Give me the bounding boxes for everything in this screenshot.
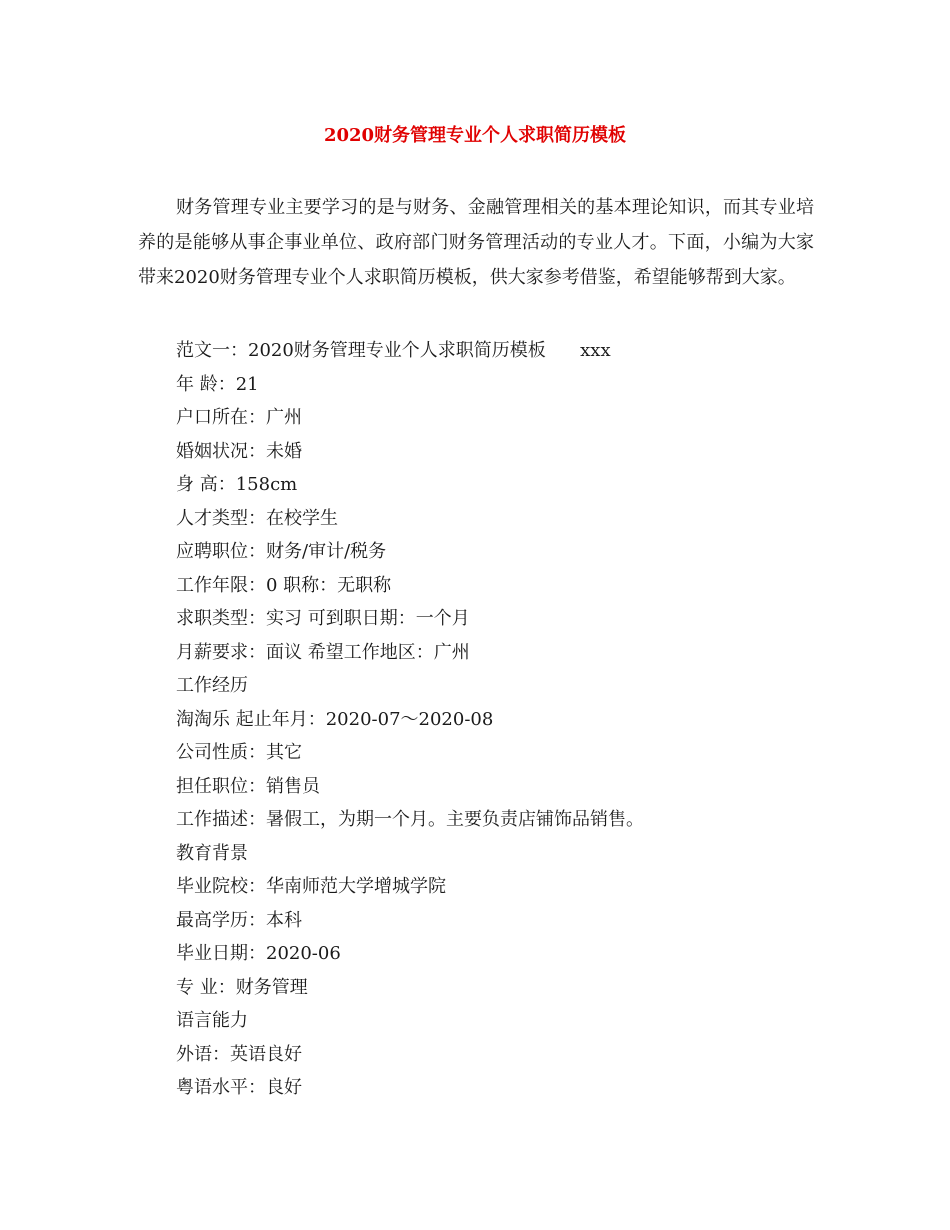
document-title: 2020财务管理专业个人求职简历模板: [323, 125, 627, 146]
resume-line: 最高学历：本科: [176, 909, 302, 931]
resume-line: 工作年限：0 职称：无职称: [176, 574, 392, 596]
resume-line: 身 高：158cm: [176, 474, 298, 495]
intro-paragraph: 财务管理专业主要学习的是与财务、金融管理相关的基本理论知识，而其专业培养的是能够从事企事业单位、政府部门财务管理活动的专业人才。下面，小编为大家带来2020财务管理专业个人求职简历模板，供大家参考借鉴，希望能够帮到大家。: [138, 197, 814, 288]
resume-line: 范文一：2020财务管理专业个人求职简历模板 xxx: [176, 340, 611, 361]
resume-line: 专 业：财务管理: [176, 976, 308, 998]
resume-line: 户口所在：广州: [176, 407, 302, 428]
resume-line: 应聘职位：财务/审计/税务: [176, 541, 387, 562]
resume-line: 淘淘乐 起止年月：2020-07～2020-08: [176, 708, 494, 730]
section-heading: 语言能力: [176, 1010, 248, 1031]
resume-line: 工作描述：暑假工，为期一个月。主要负责店铺饰品销售。: [176, 809, 644, 830]
resume-line: 毕业院校：华南师范大学增城学院: [176, 876, 446, 897]
resume-line: 求职类型：实习 可到职日期：一个月: [176, 608, 470, 629]
resume-line: 公司性质：其它: [176, 742, 302, 763]
resume-line: 粤语水平：良好: [176, 1077, 302, 1098]
resume-line: 年 龄：21: [176, 373, 259, 395]
resume-line: 担任职位：销售员: [176, 775, 320, 797]
resume-line: 外语：英语良好: [176, 1043, 302, 1065]
resume-lines: [176, 334, 644, 1105]
resume-line: 月薪要求：面议 希望工作地区：广州: [176, 641, 470, 663]
section-heading: 教育背景: [176, 842, 248, 864]
resume-line: 毕业日期：2020-06: [176, 943, 341, 964]
resume-line: 婚姻状况：未婚: [176, 440, 302, 462]
section-heading: 工作经历: [176, 675, 248, 696]
resume-line: 人才类型：在校学生: [176, 507, 338, 529]
